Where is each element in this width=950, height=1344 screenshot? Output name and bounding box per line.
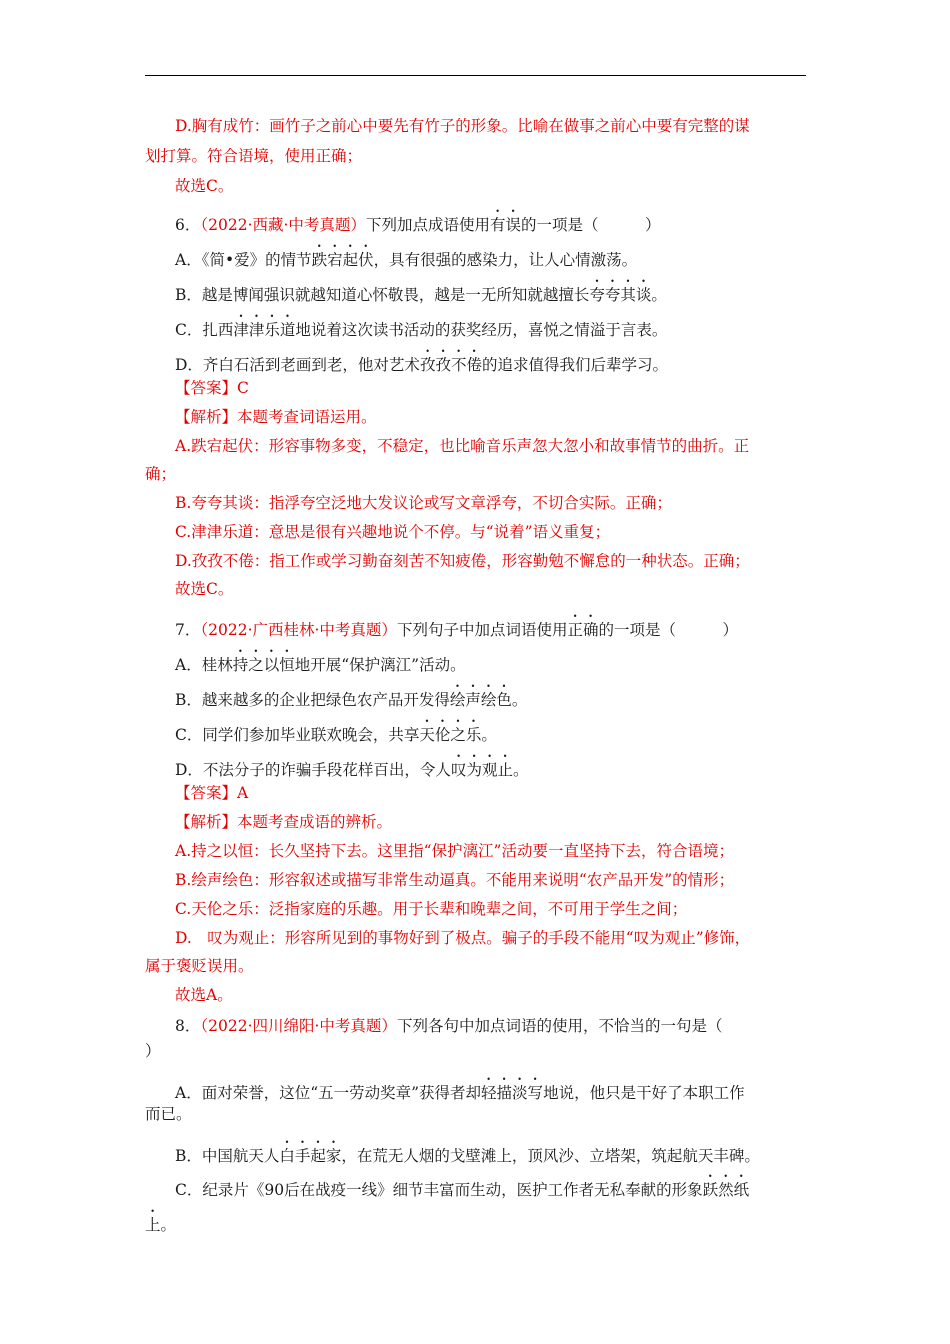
option-b: B．越是博闻强识就越知道心怀敬畏，越是一无所知就越擅长夸夸其谈。	[175, 286, 667, 304]
emphasis-word: 持之以恒	[232, 656, 295, 674]
text-line: D.胸有成竹：画竹子之前心中要先有竹子的形象。比喻在做事之前心中要有完整的谋	[175, 117, 750, 135]
answer-line	[175, 783, 806, 803]
text-line: 确；	[145, 465, 177, 483]
option-a: A．桂林持之以恒地开展“保护漓江”活动。	[175, 656, 466, 674]
question-number: 8．	[175, 1017, 201, 1035]
option-c: C．纪录片《90后在战疫一线》细节丰富而生动，医护工作者无私奉献的形象跃然纸	[175, 1181, 750, 1199]
answer-tag: 【答案】	[175, 784, 238, 802]
emphasis-word: 津津乐道	[233, 321, 296, 339]
emphasis-word: 叹为观止	[450, 761, 513, 779]
emphasis-word: 夸夸其谈	[589, 286, 652, 304]
question-7: 7．（2022·广西桂林·中考真题）下列句子中加点词语使用正确的一项是（ ）	[175, 621, 738, 639]
answer-line	[175, 378, 806, 398]
question-source: （2022·西藏·中考真题）	[200, 216, 366, 234]
emphasis-word: 天伦之乐	[419, 726, 482, 744]
emphasis-word: 轻描淡写	[481, 1084, 544, 1102]
option-d: D．不法分子的诈骗手段花样百出，令人叹为观止。	[175, 761, 529, 779]
question-number: 7．	[175, 621, 201, 639]
answer-value: A	[237, 784, 249, 802]
question-6: 6．（2022·西藏·中考真题）下列加点成语使用有误的一项是（ ）	[175, 216, 661, 234]
answer-tag: 【答案】	[175, 379, 238, 397]
text-line: 故选A。	[175, 986, 233, 1004]
option-c: C．同学们参加毕业联欢晚会，共享天伦之乐。	[175, 726, 497, 744]
question-8: 8．（2022·四川绵阳·中考真题）下列各句中加点词语的使用，不恰当的一句是（	[175, 1017, 723, 1035]
analysis-line: 【解析】本题考查成语的辨析。	[175, 813, 393, 831]
text-line: B.绘声绘色：形容叙述或描写非常生动逼真。不能用来说明“农产品开发”的情形；	[175, 871, 735, 889]
analysis-tag: 【解析】	[175, 813, 238, 831]
text-line: 故选C。	[175, 580, 234, 598]
emphasis-word: 正确	[567, 621, 599, 639]
text-line: 属于褒贬误用。	[145, 957, 254, 975]
text-line: 划打算。符合语境，使用正确；	[145, 147, 363, 165]
option-c: C．扎西津津乐道地说着这次读书活动的获奖经历，喜悦之情溢于言表。	[175, 321, 668, 339]
text-line: A.跌宕起伏：形容事物多变，不稳定，也比喻音乐声忽大忽小和故事情节的曲折。正	[175, 437, 750, 455]
option-d: D．齐白石活到老画到老，他对艺术孜孜不倦的追求值得我们后辈学习。	[175, 356, 668, 374]
question-source: （2022·四川绵阳·中考真题）	[200, 1017, 397, 1035]
question-number: 6．	[175, 216, 201, 234]
analysis-tag: 【解析】	[175, 408, 238, 426]
option-b: B．越来越多的企业把绿色农产品开发得绘声绘色。	[175, 691, 528, 709]
analysis-line: 【解析】本题考查词语运用。	[175, 408, 377, 426]
question-8-cont: ）	[145, 1042, 161, 1060]
emphasis-word: 白手起家	[279, 1147, 342, 1165]
text-line: D. 叹为观止：形容所见到的事物好到了极点。骗子的手段不能用“叹为观止”修饰，	[175, 929, 751, 947]
text-line: 故选C。	[175, 177, 234, 195]
text-line: D.孜孜不倦：指工作或学习勤奋刻苦不知疲倦，形容勤勉不懈怠的一种状态。正确；	[175, 552, 750, 570]
emphasis-word: 绘声绘色	[449, 691, 512, 709]
text-line: B.夸夸其谈：指浮夸空泛地大发议论或写文章浮夸，不切合实际。正确；	[175, 494, 672, 512]
option-c-cont: 上。	[145, 1216, 177, 1234]
emphasis-word: 孜孜不倦	[419, 356, 482, 374]
text-line: C.津津乐道：意思是很有兴趣地说个不停。与“说着”语义重复；	[175, 523, 611, 541]
option-a-cont: 而已。	[145, 1105, 192, 1123]
answer-value: C	[237, 379, 249, 397]
text-line: C.天伦之乐：泛指家庭的乐趣。用于长辈和晚辈之间，不可用于学生之间；	[175, 900, 688, 918]
option-a: A．《简•爱》的情节跌宕起伏，具有很强的感染力，让人心情激荡。	[175, 251, 638, 269]
emphasis-word: 跃然纸	[702, 1181, 750, 1199]
text-line: A.持之以恒：长久坚持下去。这里指“保护漓江”活动要一直坚持下去，符合语境；	[175, 842, 734, 860]
question-source: （2022·广西桂林·中考真题）	[200, 621, 397, 639]
emphasis-word: 有误	[489, 216, 521, 234]
option-a: A．面对荣誉，这位“五一劳动奖章”获得者却轻描淡写地说，他只是干好了本职工作	[175, 1084, 745, 1102]
emphasis-word: 上	[145, 1216, 161, 1234]
option-b: B．中国航天人白手起家，在荒无人烟的戈壁滩上，顶风沙、立塔架，筑起航天丰碑。	[175, 1147, 760, 1165]
emphasis-word: 跌宕起伏	[311, 251, 374, 269]
header-rule	[145, 75, 806, 76]
